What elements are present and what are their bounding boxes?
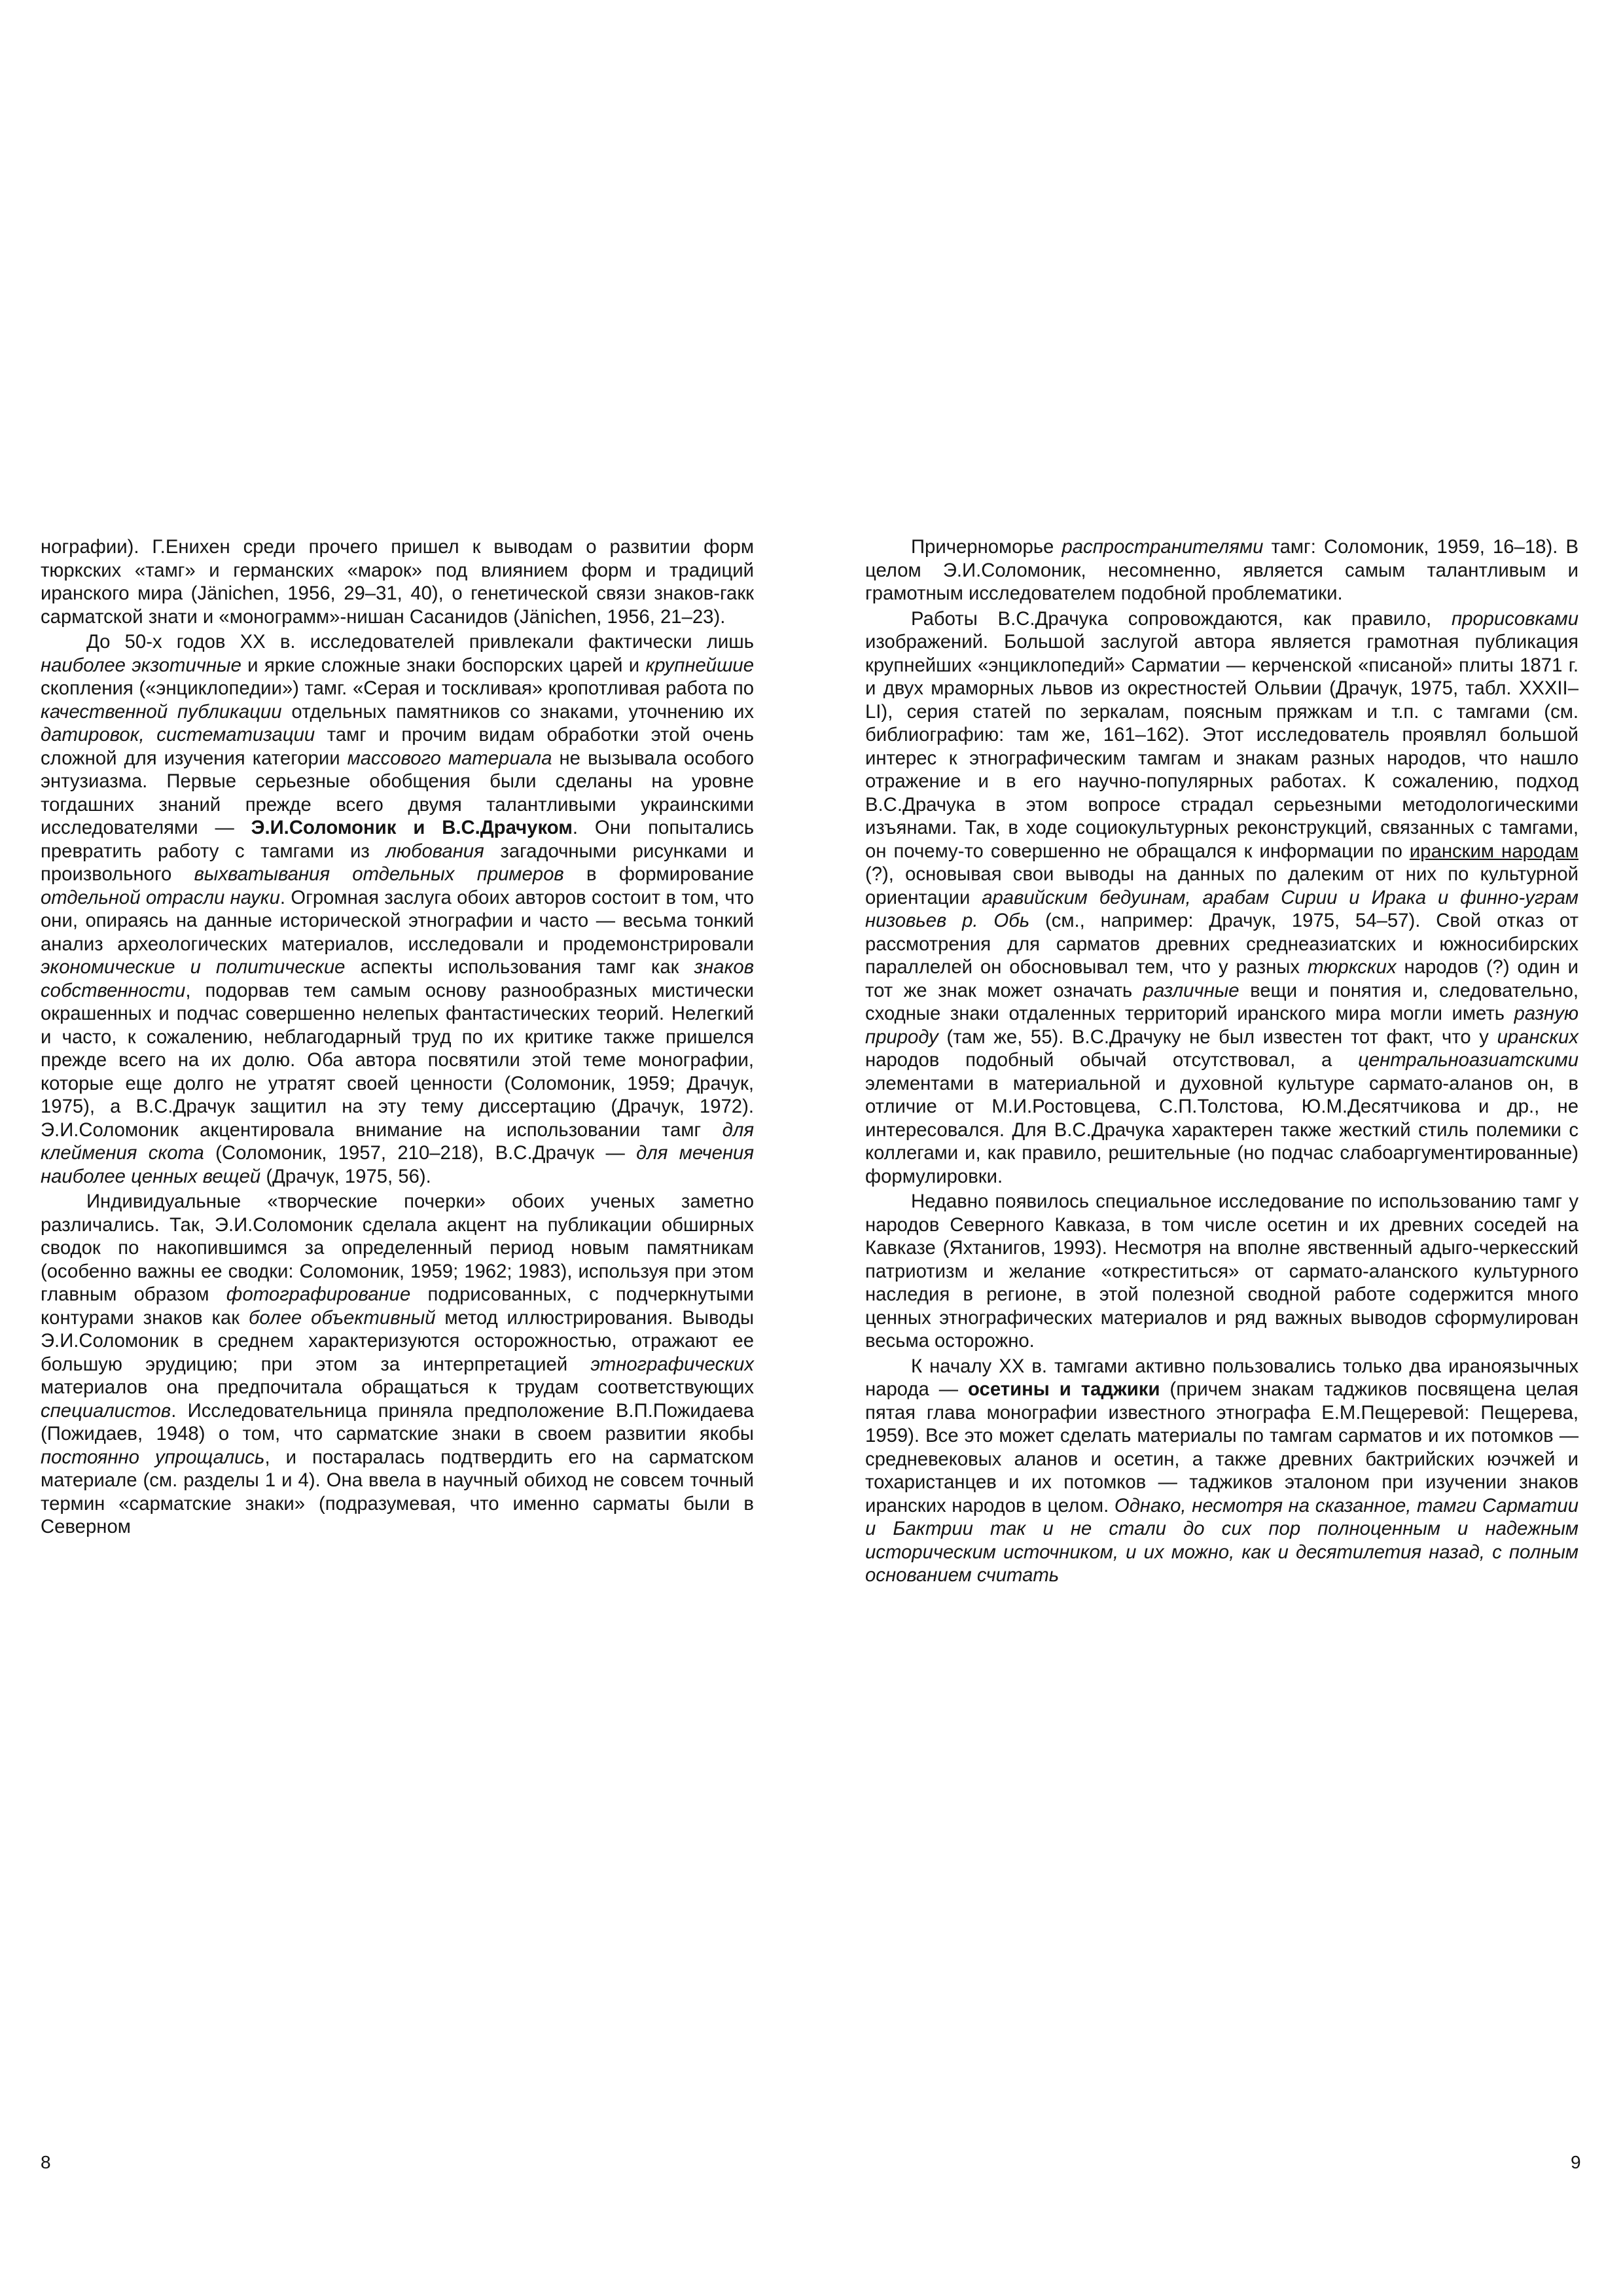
text-run: для мечения наиболее ценных вещей xyxy=(41,1142,755,1187)
text-run: более объективный xyxy=(248,1306,436,1329)
text-run: аравийским бедуинам, арабам Сирии и Ирака и финно-уграм низовьев р. Обь xyxy=(865,886,1578,931)
text-run: народов подобный обычай отсутствовал, а xyxy=(865,1049,1359,1071)
text-run: (там же, 55). В.С.Драчуку не был известен тот факт, что у xyxy=(938,1026,1497,1048)
text-run: для клеймения скота xyxy=(41,1119,754,1164)
text-run: иранских xyxy=(1497,1026,1578,1048)
text-run: До 50-х годов XX в. исследователей привлекали фактически лишь xyxy=(86,631,754,653)
text-run: специалистов xyxy=(41,1399,171,1422)
text-run: материалов она предпочитала обращаться к трудам соответствующих xyxy=(41,1376,754,1398)
text-run: . Огромная заслуга обоих авторов состоит в том, что они, опираясь на данные исторической этнографии и часто — весьма тонкий анализ археологических материалов, исследовали и продемонстрировали xyxy=(41,886,754,955)
text-run: . Исследовательница приняла предположение В.П.Пожидаева (Пожидаев, 1948) о том, что сарматские знаки в своем развитии якобы xyxy=(41,1399,754,1444)
left-paragraph xyxy=(41,535,754,628)
text-run: нографии). Г.Енихен среди прочего пришел к выводам о развитии форм тюркских «тамг» и германских «марок» под влиянием форм и традиций иранского мира (Jänichen, 1956, 29–31, 40), о генетической связи знаков-гакк сарматской знати и «монограмм»-нишан Сасанидов (Jänichen, 1956, 21–23). xyxy=(41,536,754,628)
text-run: метод иллюстрирования. Выводы Э.И.Соломоник в среднем характеризуются осторожностью, отражают ее большую эрудицию; при этом за интерпретацией xyxy=(41,1306,754,1375)
left-page-text xyxy=(41,535,754,1541)
text-run: (причем знакам таджиков посвящена целая пятая глава монографии известного этнографа Е.М.Пещеревой: Пещерева, 1959). Все это может сделать материалы по тамгам сарматов и их потомков — средневековых аланов и осетин, а также древних бактрийских юэчжей и тохаристанцев и их потомков — таджиков эталоном при изучении знаков иранских народов в целом. xyxy=(865,1378,1578,1516)
text-run: постоянно упрощались xyxy=(41,1446,265,1468)
left-paragraph xyxy=(41,630,754,1188)
text-run: знаков собственности xyxy=(41,956,755,1001)
right-paragraph xyxy=(865,535,1578,605)
text-run: подрисованных, с подчеркнутыми контурами знаков как xyxy=(41,1283,754,1329)
right-paragraph xyxy=(865,1355,1578,1587)
text-run: тюркских xyxy=(1307,956,1397,978)
text-run: распространителями xyxy=(1061,536,1264,558)
text-run: не вызывала особого энтузиазма. Первые серьезные обобщения были сделаны на уровне тогдашних знаний прежде всего двумя талантливыми украинскими исследователями — xyxy=(41,747,754,838)
text-run: и яркие сложные знаки боспорских царей и xyxy=(241,654,646,676)
text-run: наиболее экзотичные xyxy=(41,654,241,676)
text-run: Причерноморье xyxy=(911,536,1062,558)
text-run: массового материала xyxy=(347,747,552,769)
text-run: элементами в материальной и духовной культуре сармато-аланов он, в отличие от М.И.Ростовцева, С.П.Толстова, Ю.М.Десятчикова и др., не интересовался. Для В.С.Драчука характерен также жесткий стиль полемики с коллегами и, как правило, решительные (но подчас слабоаргументированные) формулировки. xyxy=(865,1072,1578,1187)
text-run: этнографических xyxy=(590,1353,754,1375)
text-run: , подорвав тем самым основу разнообразных мистически окрашенных и подчас совершенно нелепых фантастических теорий. Нелегкий и часто, к сожалению, неблагодарный труд по их критике также пришелся прежде всего на их долю. Оба автора посвятили этой теме монографии, которые еще долго не утратят своей ценности (Соломоник, 1959; Драчук, 1975), а В.С.Драчук защитил на эту тему диссертацию (Драчук, 1972). Э.И.Соломоник акцентировала внимание на использовании тамг xyxy=(41,979,754,1141)
text-run: Недавно появилось специальное исследование по использованию тамг у народов Северного Кавказа, в том числе осетин и их древних соседей на Кавказе (Яхтанигов, 1993). Несмотря на вполне явственный адыго-черкесский патриотизм и желание «откреститься» от сармато-аланского культурного наследия в регионе, в этой полезной сводной работе содержится много ценных этнографических материалов и ряд важных выводов сформулирован весьма осторожно. xyxy=(865,1191,1578,1352)
text-run: крупнейшие xyxy=(645,654,754,676)
text-run: Э.И.Соломоник и В.С.Драчуком xyxy=(251,817,573,838)
text-run: изображений. Большой заслугой автора является грамотная публикация крупнейших «энциклопедий» Сарматии — керченской «писаной» плиты 1871 г. и двух мраморных львов из окрестностей Ольвии (Драчук, 1975, табл. XXXII–LI), серия статей по зеркалам, поясным пряжкам и т.п. с тамгами (см. библиографию: там же, 161–162). Этот исследователь проявлял большой интерес к этнографическим тамгам и знакам разных народов, что нашло отражение и в его научно-популярных работах. К сожалению, подход В.С.Драчука в этом вопросе страдал серьезными методологическими изъянами. Так, в ходе социокультурных реконструкций, связанных с тамгами, он почему-то совершенно не обращался к информации по xyxy=(865,631,1578,862)
text-run: вещи и понятия и, следовательно, сходные знаки отдаленных территорий иранского мира могли иметь xyxy=(865,979,1578,1024)
text-run: фотографирование xyxy=(226,1283,411,1305)
right-paragraph xyxy=(865,1190,1578,1353)
text-run: (см., например: Драчук, 1975, 54–57). Свой отказ от рассмотрения для сарматов древних среднеазиатских и южносибирских параллелей он обосновывал тем, что у разных xyxy=(865,910,1579,978)
text-run: качественной публикации xyxy=(41,700,282,723)
text-run: Работы В.С.Драчука сопровождаются, как правило, xyxy=(911,607,1452,630)
text-run: датировок, систематизации xyxy=(41,724,315,745)
text-run: Однако, несмотря на сказанное, тамги Сарматии и Бактрии так и не стали до сих пор полноценным и надежным историческим источником, и их можно, как и десятилетия назад, с полным основанием считать xyxy=(865,1494,1579,1586)
text-run: загадочными рисунками и произвольного xyxy=(41,840,754,885)
text-run: К началу XX в. тамгами активно пользовались только два ираноязычных народа — xyxy=(865,1355,1578,1400)
text-run: разную природу xyxy=(865,1003,1578,1048)
text-run: (Драчук, 1975, 56). xyxy=(260,1165,431,1187)
text-run: экономические и политические xyxy=(41,956,346,978)
left-paragraph xyxy=(41,1190,754,1539)
text-run: различные xyxy=(1143,979,1240,1001)
text-run: выхватывания отдельных примеров xyxy=(194,863,564,885)
text-run: скопления («энциклопедии») тамг. «Серая и тоскливая» кропотливая работа по xyxy=(41,677,754,699)
text-run: любования xyxy=(385,840,484,862)
text-run: Индивидуальные «творческие почерки» обоих ученых заметно различались. Так, Э.И.Соломоник сделала акцент на публикации обширных сводок по накопившимся за определенный период новым памятникам (особенно важны ее сводки: Соломоник, 1959; 1962; 1983), используя при этом главным образом xyxy=(41,1191,754,1305)
page-number-right: 9 xyxy=(1571,2152,1581,2172)
right-page-text xyxy=(865,535,1578,1589)
text-run: аспекты использования тамг как xyxy=(345,956,694,978)
text-run: отдельной отрасли науки xyxy=(41,886,280,908)
text-run: . Они попытались превратить работу с тамгами из xyxy=(41,817,754,862)
text-run: (Соломоник, 1957, 210–218), В.С.Драчук — xyxy=(204,1142,637,1164)
text-run: в формирование xyxy=(563,863,754,885)
text-run: иранским народам xyxy=(1409,840,1578,862)
text-run: тамг и прочим видам обработки этой очень сложной для изучения категории xyxy=(41,724,754,769)
text-run: тамг: Соломоник, 1959, 16–18). В целом Э.И.Соломоник, несомненно, является самым талантливым и грамотным исследователем подобной проблематики. xyxy=(865,536,1579,604)
text-run: осетины и таджики xyxy=(968,1378,1160,1400)
text-run: центральноазиатскими xyxy=(1358,1049,1578,1071)
text-run: прорисовками xyxy=(1451,607,1578,630)
text-run: (?), основывая свои выводы на данных по далеким от них по культурной ориентации xyxy=(865,863,1578,908)
page-number-left: 8 xyxy=(41,2152,51,2172)
text-run: , и постаралась подтвердить его на сарматском материале (см. разделы 1 и 4). Она ввела в научный обиход не совсем точный термин «сарматские знаки» (подразумевая, что именно сарматы были в Северном xyxy=(41,1446,754,1537)
right-paragraph xyxy=(865,607,1578,1189)
text-run: народов (?) один и тот же знак может означать xyxy=(865,956,1578,1001)
text-run: отдельных памятников со знаками, уточнению их xyxy=(281,700,754,723)
